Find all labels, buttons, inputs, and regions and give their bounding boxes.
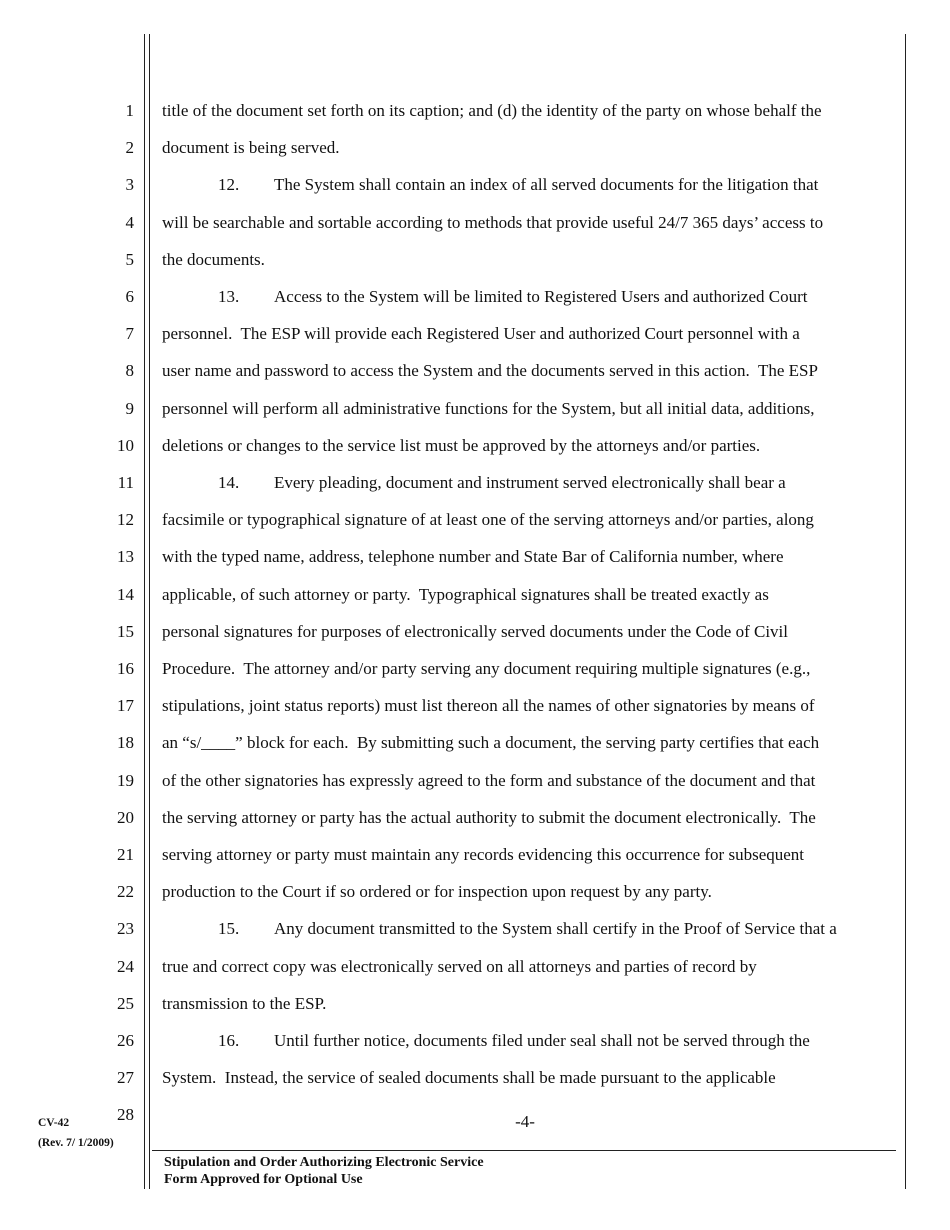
text-line <box>162 808 816 828</box>
paragraph-first-line <box>218 287 808 307</box>
text-line <box>162 882 712 902</box>
form-id: CV-42 <box>38 1117 70 1129</box>
text-line <box>162 510 814 530</box>
line-text: personnel. The ESP will provide each Registered User and authorized Court personnel with a <box>162 324 800 344</box>
line-number: 28 <box>117 1105 134 1125</box>
line-text: facsimile or typographical signature of at least one of the serving attorneys and/or parties, along <box>162 510 814 530</box>
line-number: 24 <box>117 956 134 976</box>
text-line <box>162 845 804 865</box>
page-number: -4- <box>515 1112 535 1131</box>
line-number: 25 <box>117 993 134 1013</box>
line-text: will be searchable and sortable according to methods that provide useful 24/7 365 days’ access to <box>162 212 824 232</box>
line-number: 11 <box>117 473 134 492</box>
right-margin-line <box>905 34 906 1189</box>
line-number: 23 <box>117 919 134 939</box>
text-line <box>162 361 818 381</box>
line-number: 10 <box>117 435 134 455</box>
line-text: Until further notice, documents filed under seal shall not be served through the <box>274 1031 810 1050</box>
line-number: 12 <box>117 510 134 530</box>
line-number: 13 <box>117 547 134 567</box>
line-number: 21 <box>117 845 134 864</box>
line-number: 14 <box>117 584 134 604</box>
line-number: 17 <box>117 696 134 716</box>
line-text: transmission to the ESP. <box>162 993 327 1013</box>
line-number: 26 <box>117 1031 134 1050</box>
text-line <box>162 250 265 270</box>
text-line <box>162 957 757 977</box>
line-text: deletions or changes to the service list must be approved by the attorneys and/or parties. <box>162 435 761 455</box>
line-number: 5 <box>125 249 134 269</box>
line-text: an “s/____” block for each. By submitting such a document, the serving party certifies that each <box>162 733 820 753</box>
text-line <box>162 138 340 158</box>
line-number: 1 <box>125 101 134 120</box>
text-line <box>162 1068 776 1088</box>
line-text: true and correct copy was electronically served on all attorneys and parties of record by <box>162 956 757 976</box>
line-text: with the typed name, address, telephone number and State Bar of California number, where <box>162 547 784 567</box>
line-number: 22 <box>117 882 134 902</box>
text-line <box>162 585 769 605</box>
paragraph-first-line <box>218 175 818 195</box>
line-text: System. Instead, the service of sealed documents shall be made pursuant to the applicable <box>162 1068 776 1088</box>
text-line <box>162 994 326 1014</box>
paragraph-number: 13. <box>218 287 240 306</box>
line-number: 27 <box>117 1068 134 1088</box>
line-text: the documents. <box>162 249 265 269</box>
paragraph-number: 16. <box>218 1031 240 1050</box>
line-text: stipulations, joint status reports) must list thereon all the names of other signatories by means of <box>162 696 815 716</box>
line-text: personal signatures for purposes of electronically served documents under the Code of Civil <box>162 621 788 641</box>
footer-rule <box>152 1150 896 1151</box>
line-text: Procedure. The attorney and/or party serving any document requiring multiple signatures (e.g., <box>162 659 811 678</box>
line-text: applicable, of such attorney or party. Typographical signatures shall be treated exactly as <box>162 584 769 604</box>
text-line <box>162 399 814 419</box>
line-number: 2 <box>125 138 134 158</box>
line-number: 8 <box>125 361 134 381</box>
line-text: the serving attorney or party has the actual authority to submit the document electronically. The <box>162 807 816 827</box>
line-number: 19 <box>117 770 134 790</box>
text-line <box>162 436 760 456</box>
line-text: serving attorney or party must maintain any records evidencing this occurrence for subsequent <box>162 845 805 864</box>
line-number: 16 <box>117 659 134 678</box>
line-number: 18 <box>117 733 134 753</box>
text-line <box>162 622 788 642</box>
text-line <box>162 547 784 567</box>
paragraph-first-line <box>218 473 786 493</box>
line-number: 9 <box>125 398 134 418</box>
text-line <box>162 696 815 716</box>
footer-subtitle: Form Approved for Optional Use <box>164 1172 363 1187</box>
text-line <box>162 733 819 753</box>
line-text: Any document transmitted to the System shall certify in the Proof of Service that a <box>274 919 837 939</box>
line-text: document is being served. <box>162 138 340 158</box>
line-text: production to the Court if so ordered or for inspection upon request by any party. <box>162 882 712 902</box>
text-line <box>162 324 800 344</box>
line-text: title of the document set forth on its caption; and (d) the identity of the party on whose behalf the <box>162 101 822 120</box>
paragraph-first-line <box>218 1031 810 1051</box>
text-line <box>162 213 823 233</box>
line-number: 7 <box>125 324 134 344</box>
line-number: 4 <box>125 212 134 232</box>
text-line <box>162 771 815 791</box>
line-number: 20 <box>117 807 134 827</box>
paragraph-number: 12. <box>218 175 240 195</box>
paragraph-number: 15. <box>218 919 240 939</box>
line-number: 6 <box>125 287 134 306</box>
line-text: Access to the System will be limited to Registered Users and authorized Court <box>274 287 808 306</box>
line-number: 15 <box>117 621 134 641</box>
line-text: personnel will perform all administrative functions for the System, but all initial data, additions, <box>162 398 815 418</box>
line-number: 3 <box>125 175 134 195</box>
form-revision: (Rev. 7/ 1/2009) <box>38 1137 114 1149</box>
paragraph-number: 14. <box>218 473 240 492</box>
text-line <box>162 101 822 121</box>
footer-title: Stipulation and Order Authorizing Electronic Service <box>164 1155 484 1170</box>
line-text: of the other signatories has expressly agreed to the form and substance of the document and that <box>162 770 816 790</box>
line-text: user name and password to access the System and the documents served in this action. The ESP <box>162 361 818 381</box>
line-text: The System shall contain an index of all served documents for the litigation that <box>274 175 819 195</box>
paragraph-first-line <box>218 919 837 939</box>
line-text: Every pleading, document and instrument served electronically shall bear a <box>274 473 786 492</box>
text-line <box>162 659 810 679</box>
left-margin-line-outer <box>144 34 145 1189</box>
left-margin-line-inner <box>149 34 150 1189</box>
